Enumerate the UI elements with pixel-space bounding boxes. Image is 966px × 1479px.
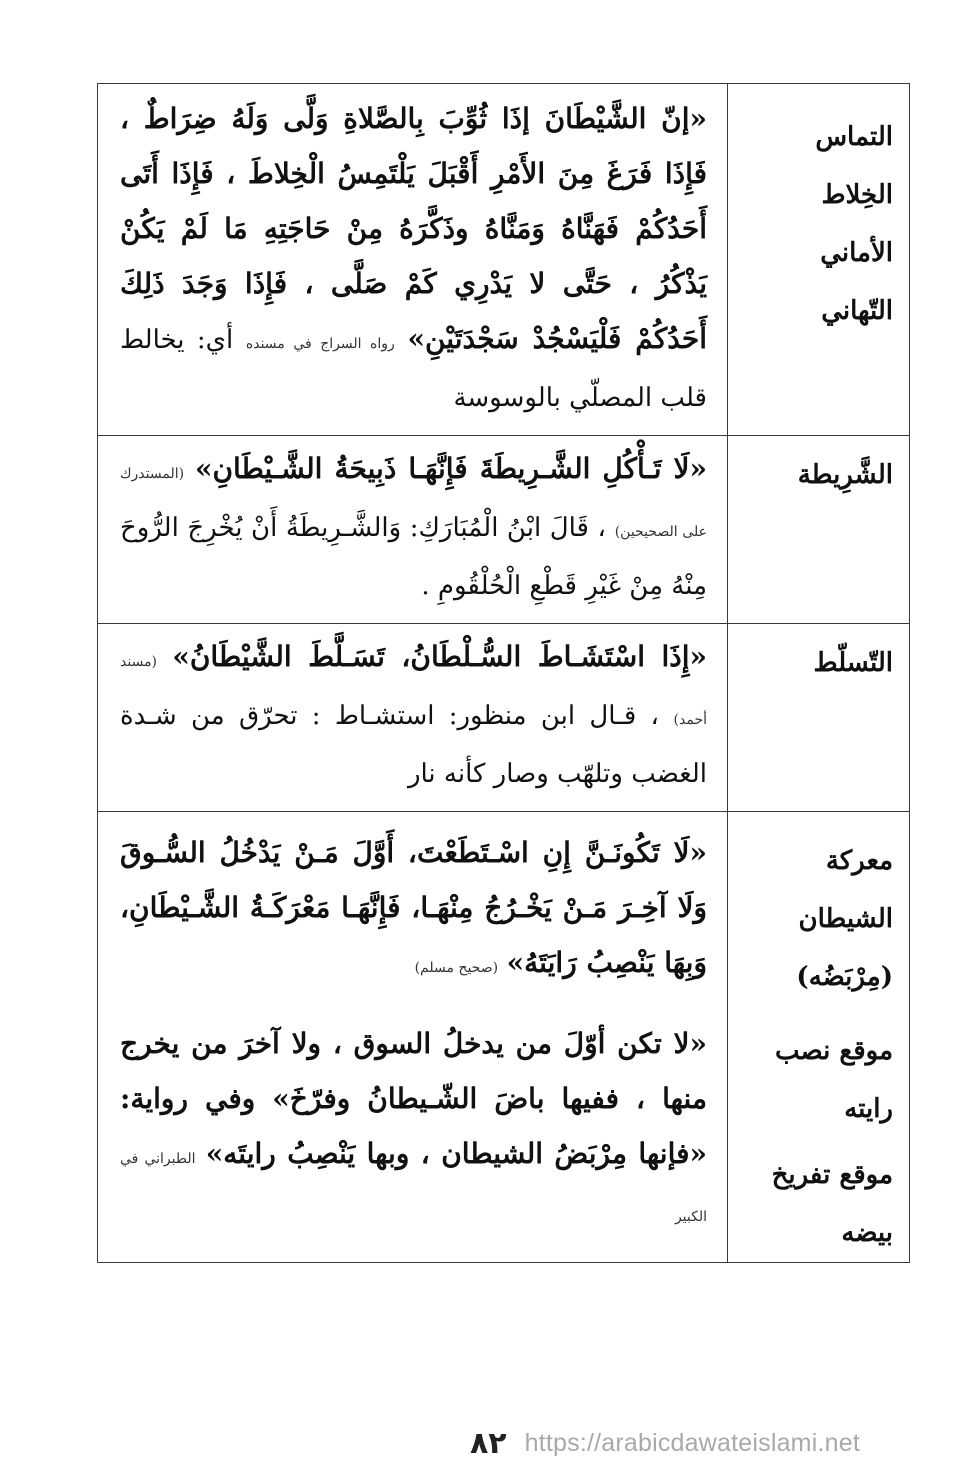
source-citation: رواه السراج في مسنده [245, 336, 395, 352]
term-cell [728, 624, 910, 812]
term-label: الشيطان [798, 904, 893, 934]
explanation-text: ، قَالَ ابْنُ الْمُبَارَكِ: وَالشَّـرِيطَةُ أَنْ يُخْرِجَ الرُّوحَ مِنْهُ مِنْ غَيْرِ قَطْعِ الْحُلْقُومِ . [120, 513, 707, 601]
term-cell [728, 436, 910, 624]
term-cell [728, 84, 910, 436]
term-label: رايته [844, 1094, 893, 1124]
description-block [98, 1013, 727, 1254]
term-label: التّهاني [821, 296, 893, 326]
page-number: ٨٢ [470, 1425, 507, 1461]
term-list [728, 84, 909, 340]
term-label: موقع تفريخ [771, 1160, 893, 1190]
page-footer [470, 1418, 910, 1468]
table-row [98, 436, 910, 624]
description-cell [98, 84, 728, 436]
website-url[interactable]: https://arabicdawateislami.net [524, 1428, 860, 1457]
term-label: التماس [815, 122, 893, 152]
term-label: الخِلاط [821, 180, 893, 210]
hadith-text: «لَا تَـأْكُلِ الشَّـرِيطَةَ فَإِنَّهَـا ذَبِيحَةُ الشَّـيْطَانِ» [194, 452, 707, 485]
table-row [98, 624, 910, 812]
description-cell [98, 436, 728, 624]
glossary-table [97, 83, 910, 1263]
description-cell [98, 624, 728, 812]
source-citation: (المستدرك على الصحيحين) [120, 466, 708, 540]
hadith-text: «لَا تَكُونَـنَّ إِنِ اسْـتَطَعْتَ، أَوَّلَ مَـنْ يَدْخُلُ السُّـوقَ وَلَا آخِـرَ مَـنْ يَخْـرُجُ مِنْهَـا، فَإِنَّهَـا مَعْرَكَـةُ الشَّـيْطَانِ، وَبِهَا يَنْصِبُ رَايَتَهُ» [120, 836, 707, 979]
term-label: الشَّرِيطة [797, 460, 893, 490]
term-cell [728, 812, 910, 1263]
term-label: موقع نصب [775, 1036, 893, 1066]
term-label: الأماني [820, 238, 893, 268]
term-label: بيضه [841, 1218, 893, 1248]
explanation-text: أي: يخالط قلب المصلّي بالوسوسة [120, 325, 707, 413]
term-list [728, 624, 909, 692]
hadith-text: «إنّ الشَّيْطَانَ إذَا ثُوِّبَ بِالصَّلاةِ وَلَّى وَلَهُ ضِرَاطٌ ، فَإِذَا فَرَغَ مِنَ الأَمْرِ أَقْبَلَ يَلْتَمِسُ الْخِلاطَ ، فَإِذَا أَتَى أَحَدُكُمْ فَهَنَّاهُ وَمَنَّاهُ وذَكَّرَهُ مِنْ حَاجَتِهِ مَا لَمْ يَكُنْ يَذْكُرُ ، حَتَّى لا يَدْرِي كَمْ صَلَّى ، فَإِذَا وَجَدَ ذَلِكَ أَحَدُكُمْ فَلْيَسْجُدْ سَجْدَتَيْنِ» [120, 102, 707, 355]
term-list [728, 436, 909, 504]
description-block [98, 436, 727, 623]
description-block [98, 624, 727, 811]
explanation-text: ، قـال ابن منظور: استشـاط : تحرّق من شـدة الغضب وتلهّب وصار كأنه نار [120, 701, 707, 789]
term-list [728, 812, 909, 1262]
source-citation: (صحيح مسلم) [414, 960, 499, 976]
table-row [98, 84, 910, 436]
description-block [98, 84, 727, 435]
hadith-text: «لا تكن أوّلَ من يدخلُ السوق ، ولا آخرَ من يخرج منها ، ففيها باضَ الشّـيطانُ وفرّخَ» وفي رواية: «فإنها مِرْبَضُ الشيطان ، وبها يَنْصِبُ رايتَه» [120, 1027, 707, 1170]
description-block [98, 812, 727, 1005]
description-cell [98, 812, 728, 1263]
source-citation: الطبراني في الكبير [120, 1151, 707, 1225]
source-citation: (مسند أحمد) [120, 654, 707, 728]
term-label: معركة [825, 846, 893, 876]
hadith-text: «إِذَا اسْتَشَـاطَ السُّـلْطَانُ، تَسَـلَّطَ الشَّيْطَانُ» [172, 640, 707, 673]
table-row [98, 812, 910, 1263]
term-label: التّسلّط [813, 648, 893, 678]
term-label: (مِرْبَضُه) [796, 962, 893, 992]
